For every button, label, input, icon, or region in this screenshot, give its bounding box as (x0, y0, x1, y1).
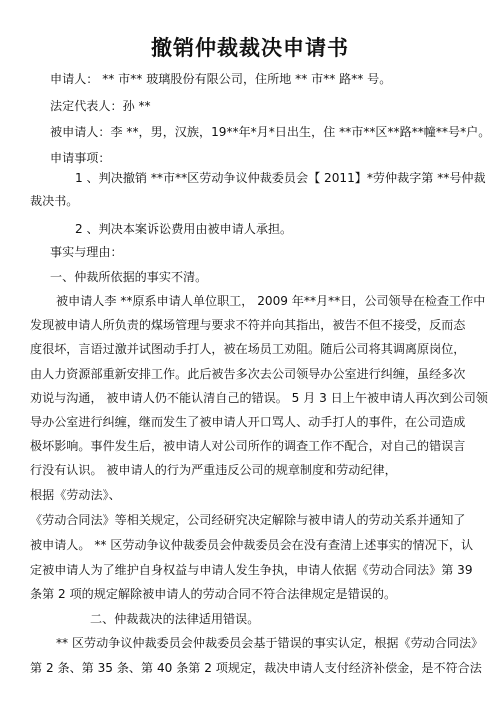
body-line: 劝说与沟通， 被申请人仍不能认清自己的错误。 5 月 3 日上午被申请人再次到公司领 (30, 391, 488, 405)
body-line: 发现被申请人所负责的煤场管理与要求不符并向其指出，被告不但不接受，反而态 (30, 318, 466, 332)
body-line: 被申请人。 ** 区劳动争议仲裁委员会仲裁委员会在没有查清上述事实的情况下，认 (30, 538, 474, 552)
section-1-heading: 一、仲裁所依据的事实不清。 (50, 270, 208, 284)
body-line: ** 区劳动争议仲裁委员会仲裁委员会基于错误的事实认定，根据《劳动合同法》 (56, 636, 484, 650)
body-line: 条第 2 项的规定解除被申请人的劳动合同不符合法律规定是错误的。 (30, 587, 397, 601)
body-line: 《劳动合同法》等相关规定，公司经研究决定解除与被申请人的劳动关系并通知了 (30, 513, 466, 527)
claim-1-line-2: 裁决书。 (30, 194, 79, 208)
body-line: 定被申请人为了维护自身权益与申请人发生争执，申请人依据《劳动合同法》第 39 (30, 563, 473, 577)
claim-2-line: 2 、判决本案诉讼费用由被申请人承担。 (75, 222, 293, 236)
facts-heading: 事实与理由： (50, 245, 123, 259)
legal-representative-line: 法定代表人：孙 ** (50, 99, 151, 113)
body-line: 度很坏，言语过激并试图动手打人，被在场员工劝阻。随后公司将其调离原岗位， (30, 342, 466, 356)
respondent-line: 被申请人：李 **，男，汉族，19**年*月*日出生，住 **市**区**路**幢**号*户。 (50, 125, 491, 139)
body-line: 导办公室进行纠缠，继而发生了被申请人开口骂人、动手打人的事件，在公司造成 (30, 415, 466, 429)
body-line: 极坏影响。事件发生后，被申请人对公司所作的调查工作不配合，对自己的错误言 (30, 439, 466, 453)
body-line: 被申请人李 **原系申请人单位职工， 2009 年**月**日，公司领导在检查工作中 (56, 294, 486, 308)
body-line: 行没有认识。 被申请人的行为严重违反公司的规章制度和劳动纪律， (30, 463, 397, 477)
document-title: 撤销仲裁裁决申请书 (151, 36, 349, 60)
claims-heading: 申请事项： (50, 151, 111, 165)
body-line: 由人力资源部重新安排工作。此后被告多次去公司领导办公室进行纠缠，虽经多次 (30, 367, 466, 381)
applicant-line: 申请人： ** 市** 玻璃股份有限公司，住所地 ** 市** 路** 号。 (50, 72, 392, 86)
section-2-heading: 二、仲裁裁决的法律适用错误。 (90, 612, 260, 626)
body-line: 根据《劳动法》、 (30, 488, 121, 502)
body-line: 第 2 条、第 35 条、第 40 条第 2 项规定，裁决申请人支付经济补偿金，是不符合法 (30, 661, 482, 675)
claim-1-line-1: 1 、判决撤销 **市**区劳动争议仲裁委员会【 2011】*劳仲裁字第 **号仲裁 (75, 171, 486, 185)
